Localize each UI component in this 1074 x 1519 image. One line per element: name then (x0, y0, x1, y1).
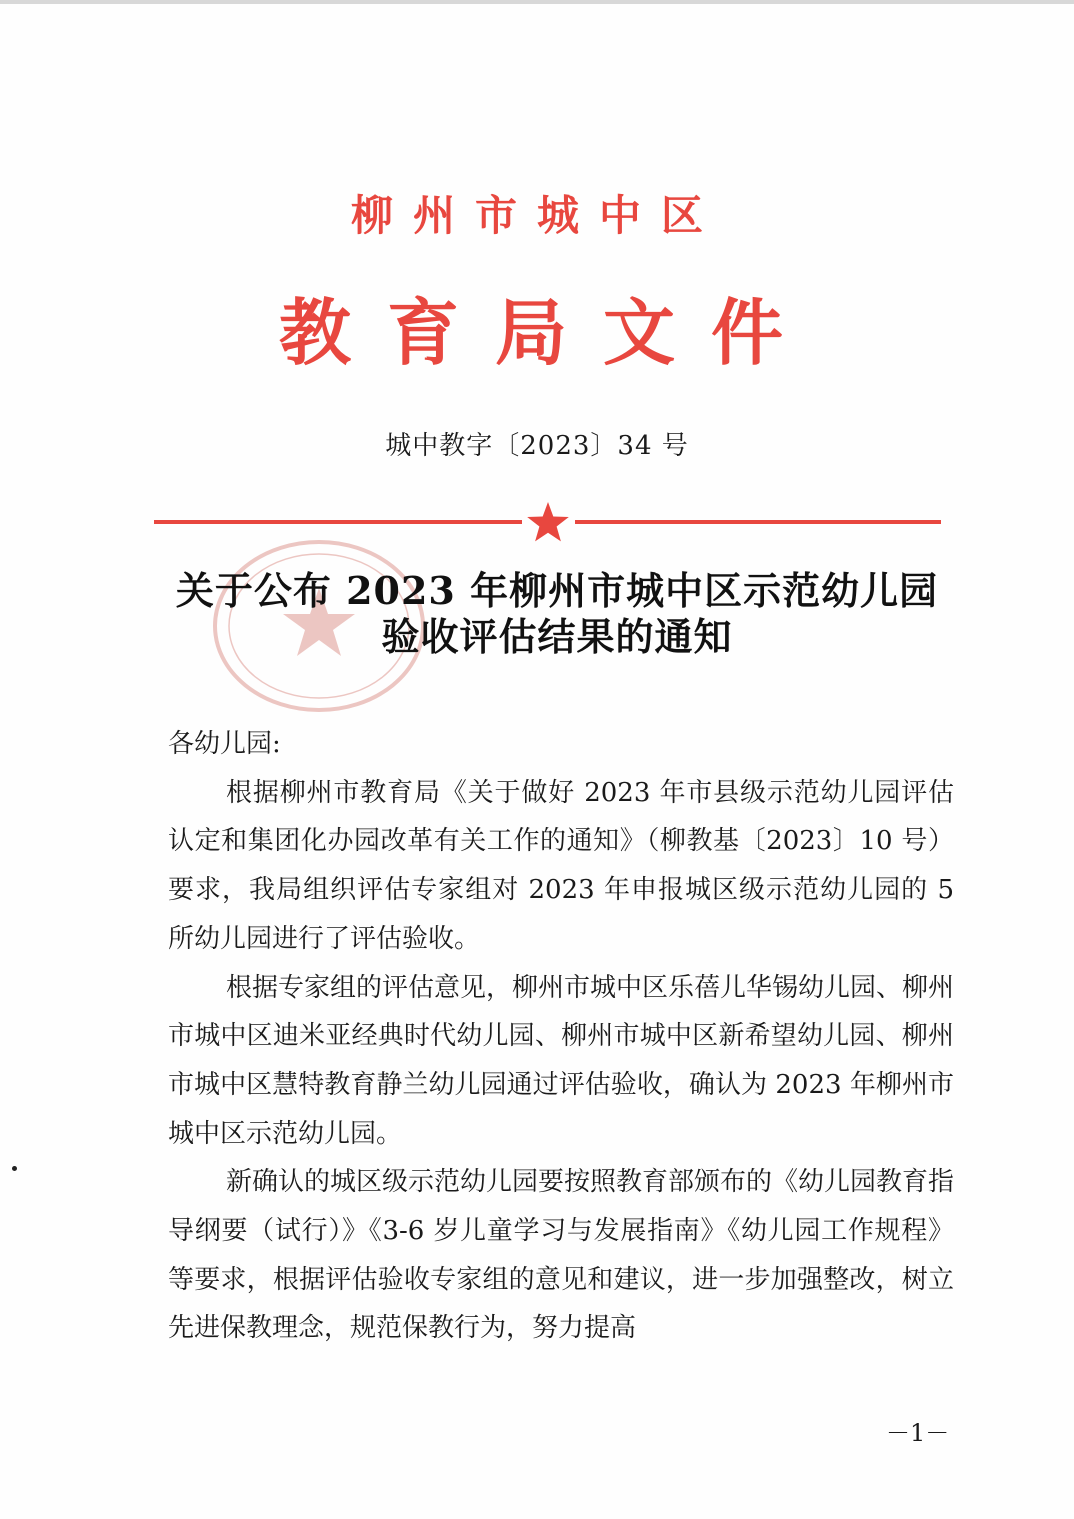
page-number: －1－ (886, 1419, 950, 1447)
scan-top-border (0, 0, 1074, 4)
red-rule-left (154, 520, 522, 524)
bleed-through-line (215, 1345, 955, 1359)
red-star-icon (526, 500, 570, 544)
document-number: 城中教字〔2023〕34 号 (385, 431, 689, 461)
body-paragraph: 根据柳州市教育局《关于做好 2023 年市县级示范幼儿园评估认定和集团化办园改革有关工作的通知》（柳教基〔2023〕10 号）要求，我局组织评估专家组对 2023 年申报城区级示范幼儿园的 5 所幼儿园进行了评估验收。 (168, 777, 954, 954)
issuer-document-heading: 教育局文件 (278, 291, 819, 375)
body-paragraph: 新确认的城区级示范幼儿园要按照教育部颁布的《幼儿园教育指导纲要（试行）》《3-6 岁儿童学习与发展指南》《幼儿园工作规程》等要求，根据评估验收专家组的意见和建议，进一步加强整改，树立先进保教理念，规范保教行为，努力提高 (168, 1167, 955, 1344)
notice-title (120, 568, 994, 660)
notice-title-line1: 关于公布 2023 年柳州市城中区示范幼儿园 (175, 568, 939, 613)
red-rule-right (575, 520, 941, 524)
issuer-name: 柳州市城中区 (350, 191, 723, 240)
scan-speck (12, 1166, 17, 1171)
notice-body (168, 720, 954, 1353)
salutation: 各幼儿园: (168, 729, 281, 759)
notice-title-line2: 验收评估结果的通知 (381, 614, 733, 659)
body-paragraph: 根据专家组的评估意见，柳州市城中区乐蓓儿华锡幼儿园、柳州市城中区迪米亚经典时代幼儿园、柳州市城中区新希望幼儿园、柳州市城中区慧特教育静兰幼儿园通过评估验收，确认为 2023 年柳州市城中区示范幼儿园。 (168, 972, 955, 1149)
